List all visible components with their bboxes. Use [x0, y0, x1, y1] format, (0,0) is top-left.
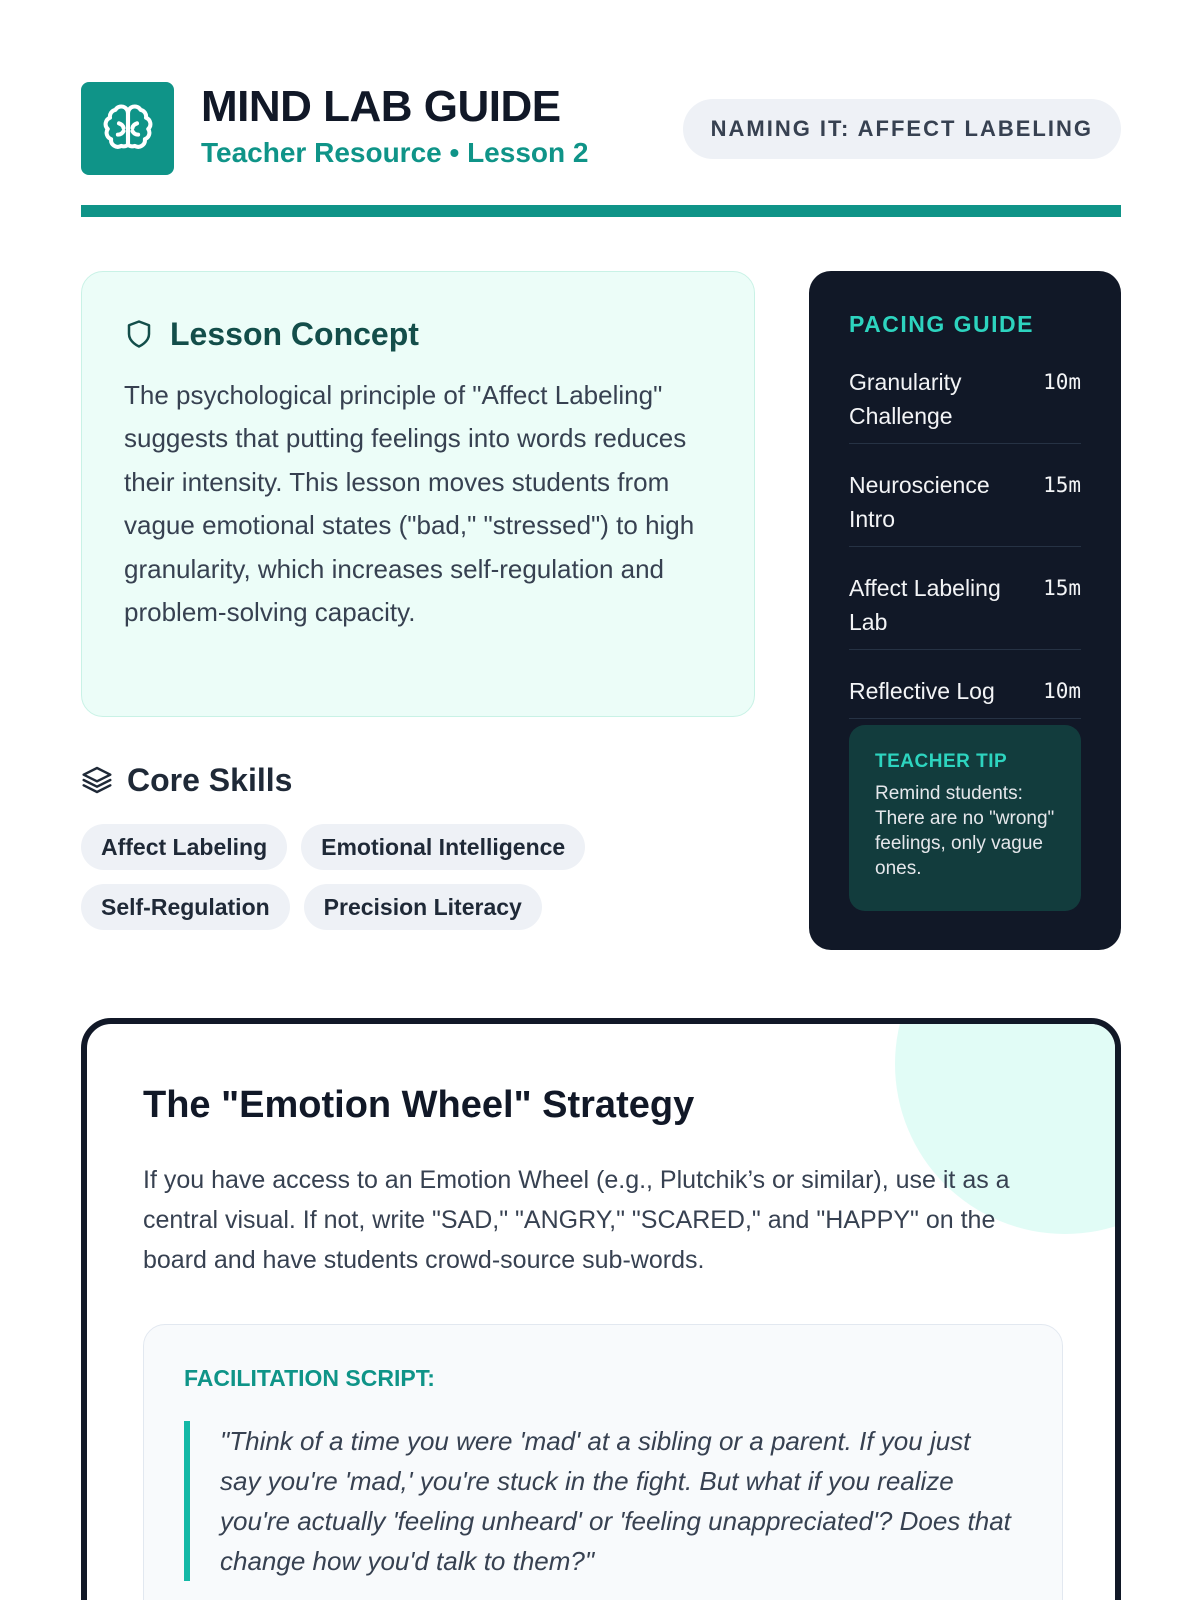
facilitation-script-box	[143, 1324, 1063, 1600]
pacing-row	[849, 468, 1081, 547]
teacher-tip	[849, 725, 1081, 911]
concept-body: The psychological principle of "Affect Labeling" suggests that putting feelings into words reduces their intensity. This lesson moves students from vague emotional states ("bad," "stressed") to high granularity, which increases self-regulation and problem-solving capacity.	[124, 380, 695, 628]
header-divider	[81, 205, 1121, 217]
lesson-badge: NAMING IT: AFFECT LABELING	[683, 99, 1121, 159]
emotion-wheel-card	[81, 1018, 1121, 1600]
pacing-list	[849, 365, 1081, 743]
pacing-activity: Affect Labeling Lab	[849, 575, 1001, 635]
facilitation-script-title: FACILITATION SCRIPT:	[184, 1365, 435, 1391]
skill-tag: Self-Regulation	[81, 884, 290, 930]
pacing-activity: Reflective Log	[849, 678, 995, 704]
core-skills-heading	[81, 760, 292, 800]
pacing-row	[849, 674, 1081, 719]
strategy-body: If you have access to an Emotion Wheel (e.g., Plutchik’s or similar), use it as a central visual. If not, write "SAD," "ANGRY," "SCARED," and "HAPPY" on the board and have students crowd-source sub-words.	[143, 1166, 1010, 1274]
skill-tag: Precision Literacy	[304, 884, 542, 930]
shield-icon	[124, 319, 154, 349]
brain-icon	[101, 102, 155, 156]
skill-tag: Affect Labeling	[81, 824, 287, 870]
layers-icon	[81, 764, 113, 796]
pacing-duration: 15m	[1043, 576, 1081, 600]
teacher-tip-body: Remind students: There are no "wrong" feelings, only vague ones.	[875, 783, 1055, 879]
strategy-title: The "Emotion Wheel" Strategy	[143, 1084, 695, 1126]
pacing-guide-panel	[809, 271, 1121, 950]
skill-tags	[81, 824, 755, 930]
teacher-tip-title: TEACHER TIP	[875, 751, 1008, 772]
concept-title: Lesson Concept	[170, 316, 419, 352]
pacing-title: PACING GUIDE	[849, 311, 1034, 337]
core-skills-title: Core Skills	[127, 762, 293, 798]
pacing-row	[849, 365, 1081, 444]
page-header	[81, 82, 1121, 177]
pacing-row	[849, 571, 1081, 650]
pacing-duration: 15m	[1043, 473, 1081, 497]
pacing-duration: 10m	[1043, 370, 1081, 394]
facilitation-script-quote: "Think of a time you were 'mad' at a sibling or a parent. If you just say you're 'mad,' you're stuck in the fight. But what if you realize you're actually 'feeling unheard' or 'feeling unappreciated'? Does that change how you'd talk to them?"	[184, 1421, 1014, 1581]
brand-subtitle: Teacher Resource • Lesson 2	[201, 137, 589, 168]
concept-heading	[124, 314, 419, 354]
lesson-concept-card	[81, 271, 755, 717]
pacing-duration: 10m	[1043, 679, 1081, 703]
brand-title: MIND LAB GUIDE	[201, 82, 561, 131]
pacing-activity: Granularity Challenge	[849, 369, 962, 429]
pacing-activity: Neuroscience Intro	[849, 472, 990, 532]
logo	[81, 82, 174, 175]
skill-tag: Emotional Intelligence	[301, 824, 585, 870]
